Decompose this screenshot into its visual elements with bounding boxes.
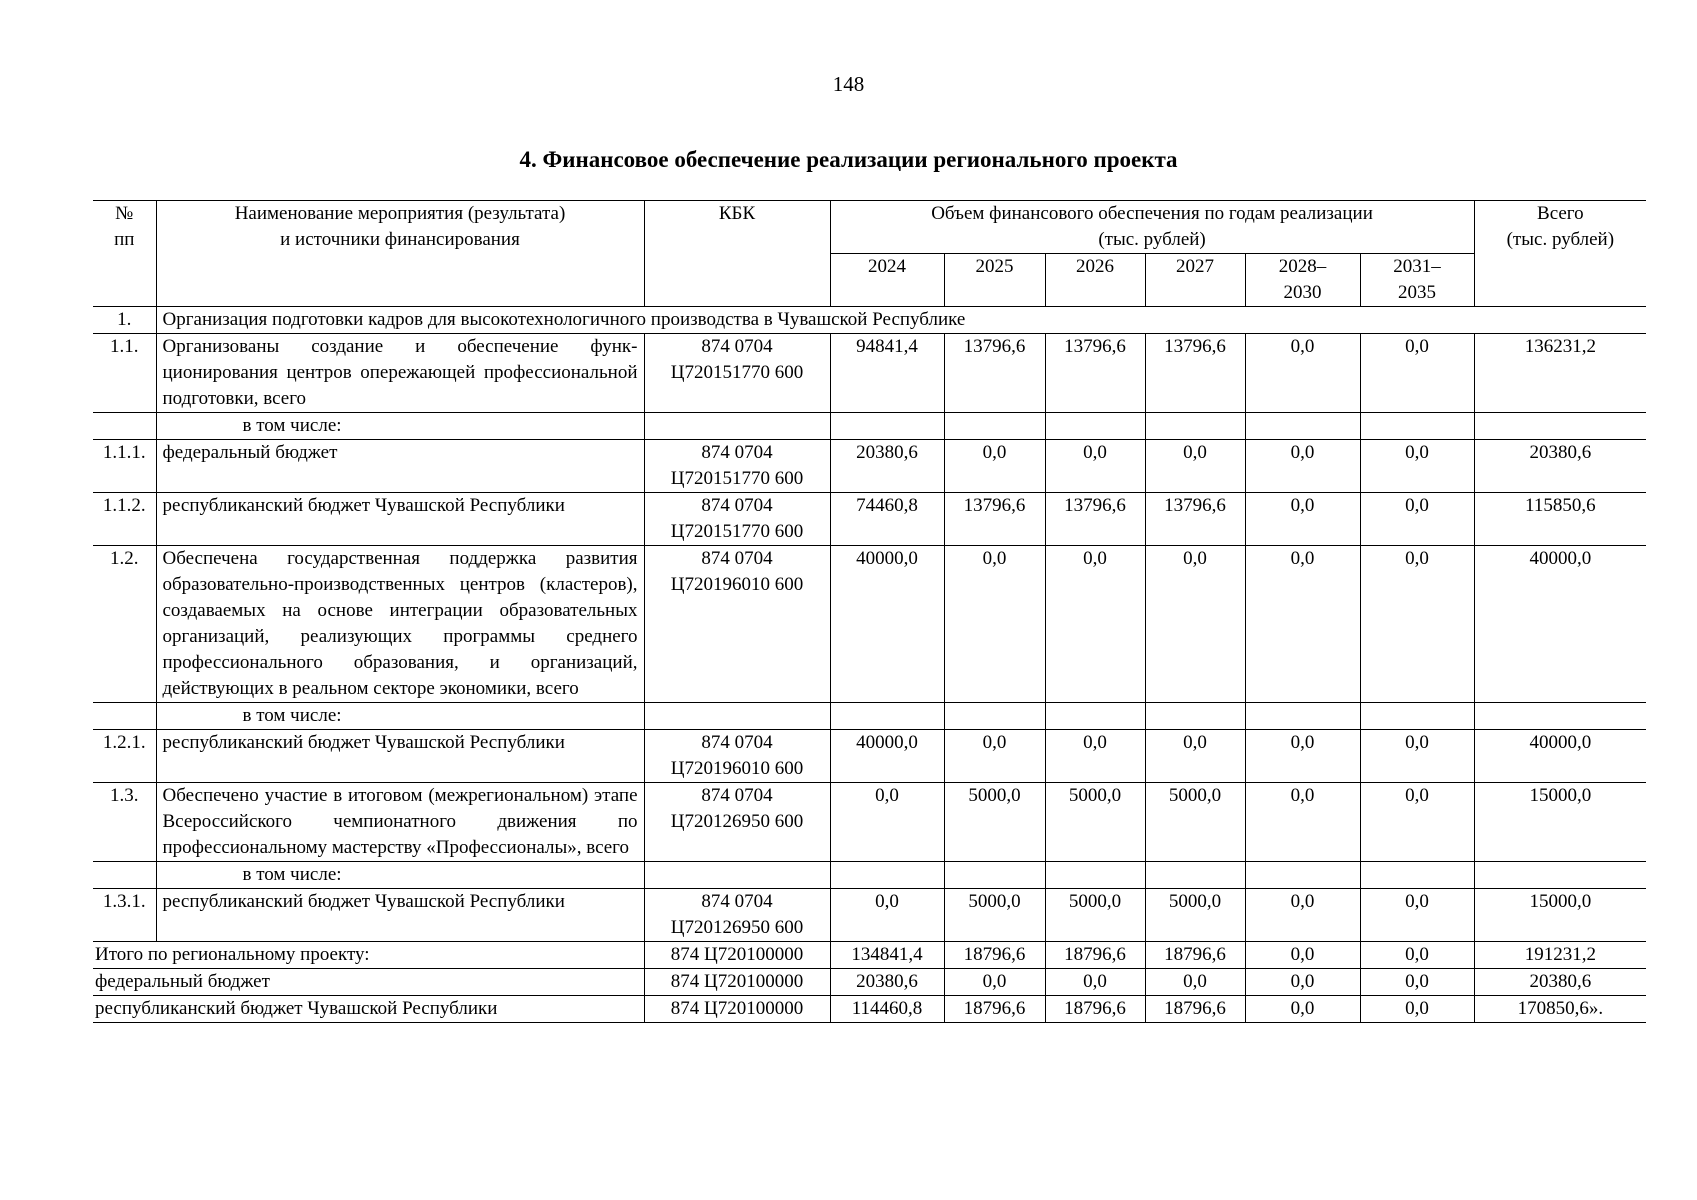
total-2026: 18796,6 bbox=[1045, 942, 1145, 969]
value-2031-2035: 0,0 bbox=[1360, 889, 1474, 942]
header-total: Всего (тыс. рублей) bbox=[1474, 201, 1646, 307]
value-2027: 5000,0 bbox=[1145, 783, 1245, 862]
row-kbk: 874 0704 Ц720151770 600 bbox=[644, 334, 830, 413]
total-2024: 20380,6 bbox=[830, 969, 944, 996]
total-2025: 18796,6 bbox=[944, 942, 1045, 969]
table-row bbox=[93, 334, 1646, 413]
value-total: 20380,6 bbox=[1474, 440, 1646, 493]
value-2024: 20380,6 bbox=[830, 440, 944, 493]
including-label: в том числе: bbox=[156, 862, 644, 889]
total-2031-2035: 0,0 bbox=[1360, 942, 1474, 969]
total-2031-2035: 0,0 bbox=[1360, 969, 1474, 996]
row-kbk: 874 0704 Ц720196010 600 bbox=[644, 730, 830, 783]
value-2025: 13796,6 bbox=[944, 334, 1045, 413]
value-2031-2035: 0,0 bbox=[1360, 440, 1474, 493]
value-2031-2035: 0,0 bbox=[1360, 730, 1474, 783]
total-2027: 18796,6 bbox=[1145, 942, 1245, 969]
value-2024: 0,0 bbox=[830, 889, 944, 942]
total-2026: 0,0 bbox=[1045, 969, 1145, 996]
table-row bbox=[93, 413, 1646, 440]
row-name: республиканский бюджет Чувашской Республики bbox=[156, 493, 644, 546]
total-kbk: 874 Ц720100000 bbox=[644, 969, 830, 996]
value-2024: 94841,4 bbox=[830, 334, 944, 413]
value-2024: 0,0 bbox=[830, 783, 944, 862]
total-kbk: 874 Ц720100000 bbox=[644, 996, 830, 1023]
table-row bbox=[93, 889, 1646, 942]
row-number: 1.1. bbox=[93, 334, 156, 413]
total-2028-2030: 0,0 bbox=[1245, 996, 1360, 1023]
value-2028-2030: 0,0 bbox=[1245, 546, 1360, 703]
value-2025: 5000,0 bbox=[944, 889, 1045, 942]
total-sum: 191231,2 bbox=[1474, 942, 1646, 969]
table-row bbox=[93, 546, 1646, 703]
value-2026: 0,0 bbox=[1045, 440, 1145, 493]
value-2028-2030: 0,0 bbox=[1245, 440, 1360, 493]
value-2028-2030: 0,0 bbox=[1245, 783, 1360, 862]
value-2025: 0,0 bbox=[944, 730, 1045, 783]
row-number: 1.1.1. bbox=[93, 440, 156, 493]
table-row bbox=[93, 862, 1646, 889]
row-name: федеральный бюджет bbox=[156, 440, 644, 493]
value-2026: 13796,6 bbox=[1045, 493, 1145, 546]
value-total: 15000,0 bbox=[1474, 783, 1646, 862]
total-2031-2035: 0,0 bbox=[1360, 996, 1474, 1023]
header-year-2024: 2024 bbox=[830, 254, 944, 307]
row-kbk: 874 0704 Ц720126950 600 bbox=[644, 783, 830, 862]
value-2027: 13796,6 bbox=[1145, 334, 1245, 413]
row-number: 1.3.1. bbox=[93, 889, 156, 942]
value-total: 40000,0 bbox=[1474, 730, 1646, 783]
value-2028-2030: 0,0 bbox=[1245, 493, 1360, 546]
table-row bbox=[93, 440, 1646, 493]
value-2027: 0,0 bbox=[1145, 730, 1245, 783]
value-2026: 0,0 bbox=[1045, 730, 1145, 783]
value-total: 40000,0 bbox=[1474, 546, 1646, 703]
value-2027: 13796,6 bbox=[1145, 493, 1245, 546]
row-name: республиканский бюджет Чувашской Республики bbox=[156, 889, 644, 942]
row-number: 1. bbox=[117, 309, 132, 330]
table-row bbox=[93, 307, 1646, 334]
total-2027: 18796,6 bbox=[1145, 996, 1245, 1023]
row-kbk: 874 0704 Ц720196010 600 bbox=[644, 546, 830, 703]
total-row bbox=[93, 996, 1646, 1023]
including-label: в том числе: bbox=[156, 413, 644, 440]
header-row bbox=[93, 201, 1646, 254]
value-2031-2035: 0,0 bbox=[1360, 493, 1474, 546]
total-2028-2030: 0,0 bbox=[1245, 969, 1360, 996]
value-2031-2035: 0,0 bbox=[1360, 334, 1474, 413]
header-name: Наименование мероприятия (результата) и источники финансирования bbox=[156, 201, 644, 307]
value-2024: 74460,8 bbox=[830, 493, 944, 546]
total-label: республиканский бюджет Чувашской Республики bbox=[93, 996, 644, 1023]
value-2027: 0,0 bbox=[1145, 546, 1245, 703]
table-row bbox=[93, 783, 1646, 862]
value-2028-2030: 0,0 bbox=[1245, 730, 1360, 783]
row-kbk: 874 0704 Ц720151770 600 bbox=[644, 440, 830, 493]
financing-table bbox=[93, 200, 1646, 1023]
total-2024: 114460,8 bbox=[830, 996, 944, 1023]
header-year-2026: 2026 bbox=[1045, 254, 1145, 307]
total-kbk: 874 Ц720100000 bbox=[644, 942, 830, 969]
value-2025: 0,0 bbox=[944, 440, 1045, 493]
header-no: № пп bbox=[93, 201, 156, 307]
value-2026: 5000,0 bbox=[1045, 783, 1145, 862]
page-number: 148 bbox=[832, 72, 865, 96]
total-2028-2030: 0,0 bbox=[1245, 942, 1360, 969]
row-number: 1.3. bbox=[93, 783, 156, 862]
value-2031-2035: 0,0 bbox=[1360, 546, 1474, 703]
section-title: 4. Финансовое обеспечение реализации регионального проекта bbox=[519, 147, 1178, 172]
including-label: в том числе: bbox=[156, 703, 644, 730]
value-2024: 40000,0 bbox=[830, 730, 944, 783]
value-total: 136231,2 bbox=[1474, 334, 1646, 413]
value-2025: 5000,0 bbox=[944, 783, 1045, 862]
row-section-title: Организация подготовки кадров для высокотехнологичного производства в Чувашской Республике bbox=[156, 307, 1646, 334]
header-volume: Объем финансового обеспечения по годам реализации (тыс. рублей) bbox=[830, 201, 1474, 254]
header-year-2031-2035: 2031– 2035 bbox=[1360, 254, 1474, 307]
row-name: Организованы создание и обеспечение функционирования центров опережающей профессиональной подготовки, всего bbox=[156, 334, 644, 413]
total-sum: 170850,6». bbox=[1474, 996, 1646, 1023]
value-2026: 13796,6 bbox=[1045, 334, 1145, 413]
total-2026: 18796,6 bbox=[1045, 996, 1145, 1023]
row-name: Обеспечена государственная поддержка развития образовательно-производственных центров (кластеров), создаваемых на основе интеграции образовательных организаций, реализующих программы среднего профессионального образования, и организаций, действующих в реальном секторе экономики, всего bbox=[156, 546, 644, 703]
row-kbk: 874 0704 Ц720151770 600 bbox=[644, 493, 830, 546]
header-kbk: КБК bbox=[644, 201, 830, 307]
value-2025: 0,0 bbox=[944, 546, 1045, 703]
total-2024: 134841,4 bbox=[830, 942, 944, 969]
value-total: 115850,6 bbox=[1474, 493, 1646, 546]
row-name: Обеспечено участие в итоговом (межрегиональном) этапе Всероссийского чемпионатного движения по профессиональному мастерству «Профессионалы», всего bbox=[156, 783, 644, 862]
value-2026: 5000,0 bbox=[1045, 889, 1145, 942]
row-number: 1.1.2. bbox=[93, 493, 156, 546]
total-2027: 0,0 bbox=[1145, 969, 1245, 996]
total-label: федеральный бюджет bbox=[93, 969, 644, 996]
total-2025: 18796,6 bbox=[944, 996, 1045, 1023]
row-name: республиканский бюджет Чувашской Республики bbox=[156, 730, 644, 783]
row-number: 1.2.1. bbox=[93, 730, 156, 783]
value-2027: 5000,0 bbox=[1145, 889, 1245, 942]
table-row bbox=[93, 493, 1646, 546]
value-2024: 40000,0 bbox=[830, 546, 944, 703]
total-row bbox=[93, 942, 1646, 969]
value-2027: 0,0 bbox=[1145, 440, 1245, 493]
value-2028-2030: 0,0 bbox=[1245, 334, 1360, 413]
row-number: 1.2. bbox=[93, 546, 156, 703]
total-2025: 0,0 bbox=[944, 969, 1045, 996]
value-2025: 13796,6 bbox=[944, 493, 1045, 546]
header-year-2028-2030: 2028– 2030 bbox=[1245, 254, 1360, 307]
value-2026: 0,0 bbox=[1045, 546, 1145, 703]
row-kbk: 874 0704 Ц720126950 600 bbox=[644, 889, 830, 942]
value-2028-2030: 0,0 bbox=[1245, 889, 1360, 942]
table-row bbox=[93, 730, 1646, 783]
total-sum: 20380,6 bbox=[1474, 969, 1646, 996]
header-year-2027: 2027 bbox=[1145, 254, 1245, 307]
header-year-2025: 2025 bbox=[944, 254, 1045, 307]
total-row bbox=[93, 969, 1646, 996]
table-row bbox=[93, 703, 1646, 730]
value-2031-2035: 0,0 bbox=[1360, 783, 1474, 862]
total-label: Итого по региональному проекту: bbox=[93, 942, 644, 969]
value-total: 15000,0 bbox=[1474, 889, 1646, 942]
